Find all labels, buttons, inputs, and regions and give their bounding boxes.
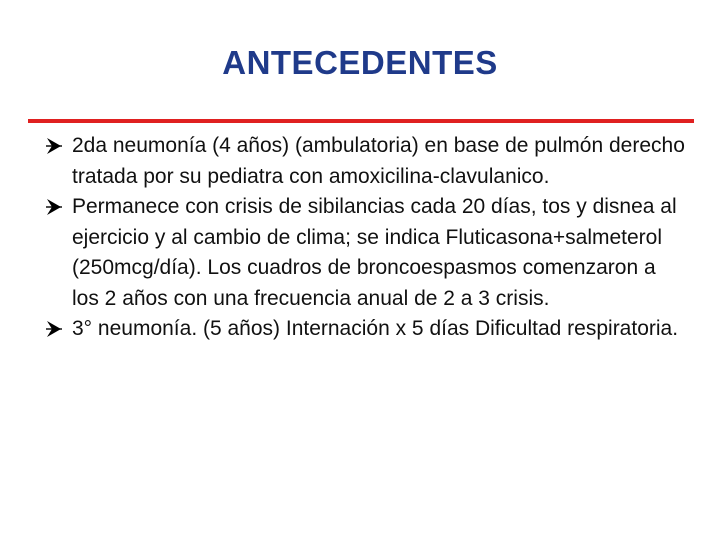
bullet-list bbox=[46, 131, 686, 345]
arrow-bullet-icon bbox=[46, 131, 68, 162]
slide-title: ANTECEDENTES bbox=[222, 44, 498, 81]
bullet-text: Permanece con crisis de sibilancias cada 20 días, tos y disnea al ejercicio y al cambio de clima; se indica Fluticasona+salmeterol (250mcg/día). Los cuadros de broncoespasmos comenzaron a los 2 años con una frecuencia anual de 2 a 3 crisis. bbox=[72, 195, 677, 310]
arrow-bullet-icon bbox=[46, 192, 68, 223]
arrow-bullet-icon bbox=[46, 314, 68, 345]
title-divider bbox=[28, 119, 694, 123]
bullet-item bbox=[46, 192, 686, 314]
bullet-item bbox=[46, 314, 686, 345]
bullet-text: 3° neumonía. (5 años) Internación x 5 días Dificultad respiratoria. bbox=[72, 317, 679, 340]
bullet-text: 2da neumonía (4 años) (ambulatoria) en base de pulmón derecho tratada por su pediatra con amoxicilina-clavulanico. bbox=[72, 134, 685, 188]
bullet-item bbox=[46, 131, 686, 192]
